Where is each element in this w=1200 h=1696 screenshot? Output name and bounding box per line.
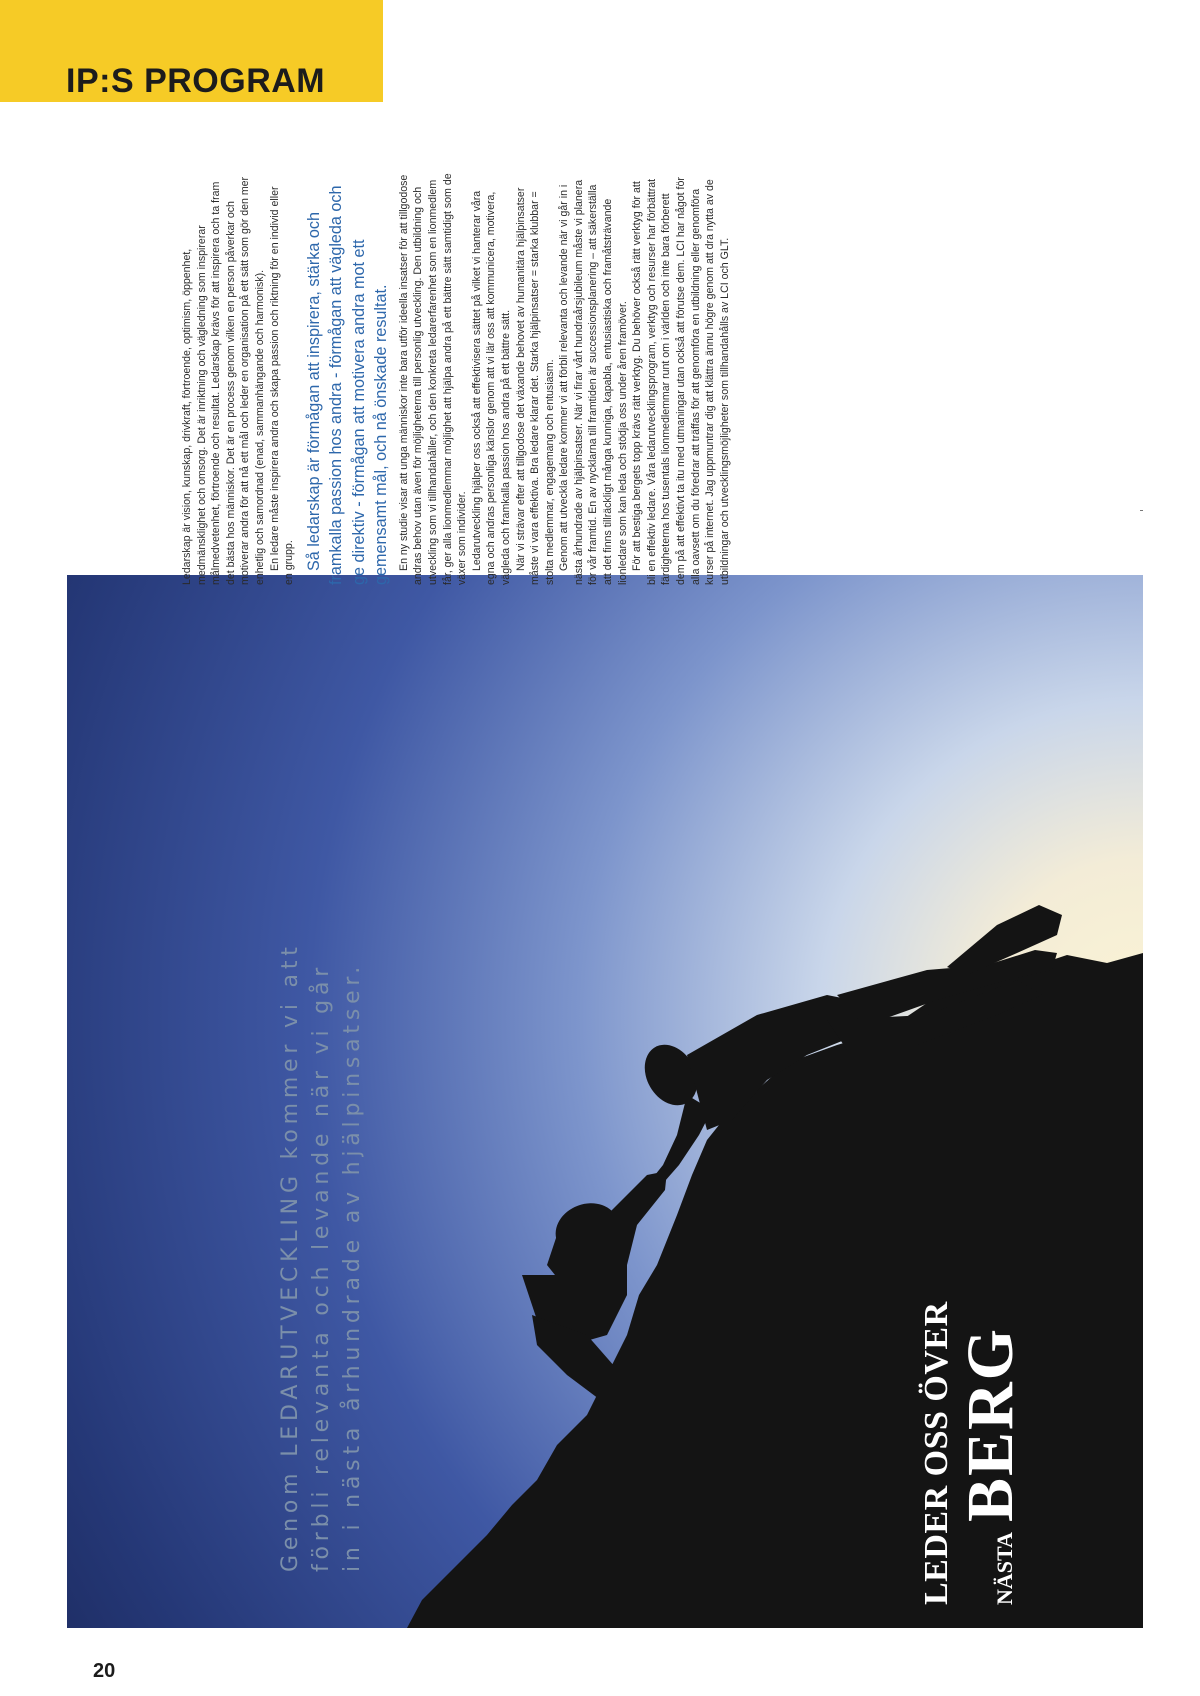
- article-column: [180, 172, 732, 585]
- article-paragraph: När vi strävar efter att tillgodose det växande behovet av humanitära hjälpinsatser måste vi vara effektiva. Bra ledare klarar det. Starka hjälpinsatser = starka klubbar = stolta medlemmar, engagemang och entusiasm.: [514, 187, 556, 585]
- article-paragraph: En ledare måste inspirera andra och skapa passion och riktning för en individ eller en grupp.: [268, 186, 296, 585]
- page-number: 20: [93, 1660, 116, 1682]
- article-title-block: [918, 1005, 1058, 1605]
- article-paragraph: En ny studie visar att unga människor inte bara utför ideella insatser för att tillgodose andras behov utan även för möjligheterna till personlig utveckling. Den utbildning och utveckling som vi tillhandahåller, och den konkreta ledarerfarenhet som en lionmedlem får, ger alla lionmedlemmar möjlighet att hjälpa andra på ett bättre sätt samtidigt som de växer som individer.: [397, 173, 469, 585]
- decorative-dot: [1140, 510, 1143, 511]
- article-paragraph: Ledarskap är vision, kunskap, drivkraft, förtroende, optimism, öppenhet, medmänsklighet och omsorg. Det är inriktning och vägledning som inspirerar målmedvetenhet, förtroende och resultat. Ledarskap krävs för att inspirera och ta fram det bästa hos människor. Det är en process genom vilken en person påverkar och motiverar andra för att nå ett mål och leder en organisation på ett sätt som gör den mer enhetlig och samordnad (enad, sammanhängande och harmonisk).: [181, 176, 266, 585]
- article-title-small: NÄSTA: [992, 1532, 1017, 1605]
- pull-quote: Så ledarskap är förmågan att inspirera, stärka och framkalla passion hos andra - förmågan att vägleda och ge direktiv - förmågan att motivera andra mot ett gemensamt mål, och nå önskade resultat.: [304, 185, 391, 585]
- article-title-big: BERG: [954, 1327, 1027, 1523]
- section-title: IP:S PROGRAM: [66, 62, 326, 100]
- article-body: [180, 173, 1050, 585]
- article-paragraph: Ledarutveckling hjälper oss också att effektivisera sättet på vilket vi hanterar våra egna och andras personliga känslor genom att vi lär oss att kommunicera, motivera, vägleda och framkalla passion hos andra på ett bättre sätt.: [470, 190, 512, 585]
- article-title-line2: [954, 1005, 1027, 1605]
- article-paragraph: Genom att utveckla ledare kommer vi att förbli relevanta och levande när vi går in i nästa århundrade av hjälpinsatser. När vi firar vårt hundraårsjubileum måste vi planera för vår framtid. En av nycklarna till framtiden är successionsplanering – att säkerställa att det finns tillräckligt många kunniga, kapabla, entusiastiska och framåtsträvande lionledare som kan leda och stödja oss under åren framöver.: [558, 179, 629, 585]
- article-paragraph: För att bestiga bergets topp krävs rätt verktyg. Du behöver också rätt verktyg för att bli en effektiv ledare. Våra ledarutvecklingsprogram, verktyg och resurser har förbättrat färdigheterna hos tusentals lionmedlemmar runt om i världen och inte bara förberett dem på att effektivt ta itu med utmaningar utan också att förutse dem. LCI har något för alla oavsett om du föredrar att träffas för att genomföra en utbildning eller genomföra kurser på internet. Jag uppmuntrar dig att klättra ännu högre genom att dra nytta av de utbildningar och utvecklingsmöjligheter som tillhandahålls av LCI och GLT.: [631, 177, 731, 585]
- article-title-line1: LEDER OSS ÖVER: [918, 1301, 955, 1605]
- photo-quote-block: [275, 572, 395, 1572]
- photo-quote: Genom LEDARUTVECKLING kommer vi att förbli relevanta och levande när vi går in i nästa århundrade av hjälpinsatser.: [278, 942, 365, 1572]
